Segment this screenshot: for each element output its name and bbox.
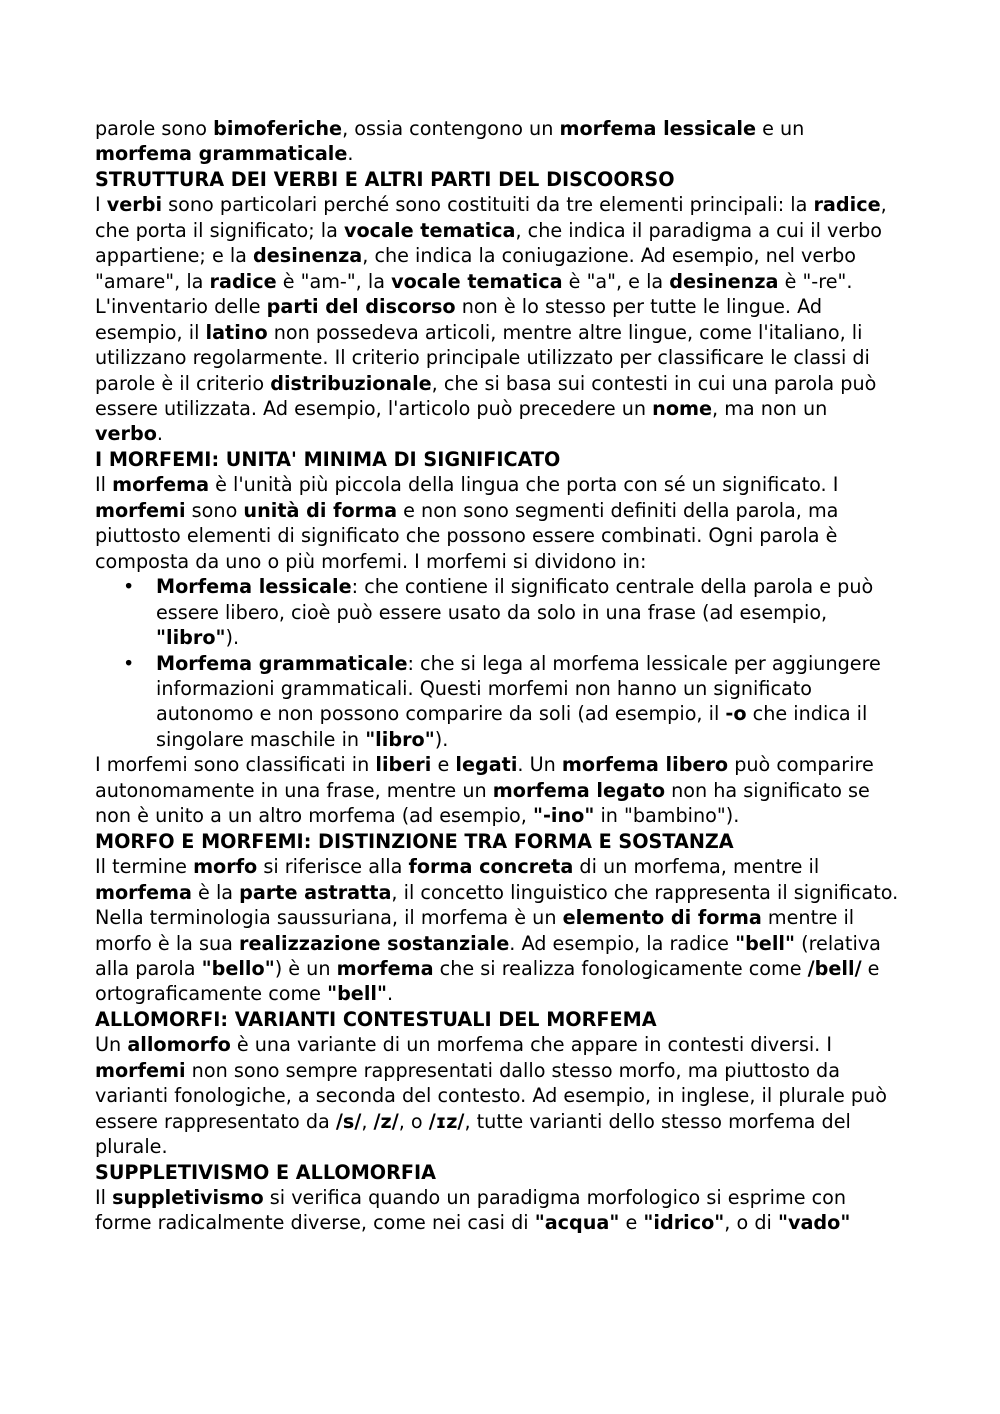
text-run: I MORFEMI: UNITA' MINIMA DI SIGNIFICATO [95,447,561,471]
text-run: , che indica la coniugazione. Ad esempio, nel verbo "amare", la [95,244,857,293]
bold-text-run: /z/ [373,1109,399,1133]
bold-text-run: vocale tematica [391,269,563,293]
bold-text-run: parte astratta [239,880,392,904]
section-heading [95,1007,900,1032]
bold-text-run: morfema [336,956,434,980]
text-run: si verifica quando un paradigma morfologico si esprime con forme radicalmente diverse, come nei casi di [95,1186,847,1235]
text-run: , [361,1109,374,1133]
text-run: è "am-", la [276,269,392,293]
text-run: , o [398,1109,429,1133]
bold-text-run: "bell" [735,931,795,955]
text-run: . [386,982,394,1006]
bold-text-run: unità di forma [243,498,398,522]
text-run: , il concetto linguistico che rappresenta il significato. Nella terminologia saussuriana, il morfema è un [95,880,899,930]
text-run: Il termine [95,855,194,879]
text-run: , che si basa sui contesti in cui una parola può essere utilizzata. Ad esempio, l'articolo può precedere un [95,371,877,420]
bold-text-run: morfo [193,855,258,879]
text-run: STRUTTURA DEI VERBI E ALTRI PARTI DEL DISCOORSO [95,167,675,191]
text-run: I morfemi sono classificati in [95,753,376,777]
text-run: ). [225,626,240,650]
bold-text-run: radice [813,193,881,217]
bold-text-run: "bell" [327,982,387,1006]
bold-text-run: verbo [95,422,157,446]
bold-text-run: forma concreta [408,855,574,879]
text-run: MORFO E MORFEMI: DISTINZIONE TRA FORMA E SOSTANZA [95,829,734,853]
bold-text-run: desinenza [253,244,363,268]
bold-text-run: morfema [112,473,210,497]
bold-text-run: "bello" [201,956,275,980]
text-run: è la [191,880,240,904]
bold-text-run: legati [455,753,518,777]
bold-text-run: liberi [375,753,432,777]
bold-text-run: -o [725,702,747,726]
bold-text-run: desinenza [669,269,779,293]
text-run: L'inventario delle [95,295,267,319]
text-run: . [156,422,164,446]
text-run: ALLOMORFI: VARIANTI CONTESTUALI DEL MORFEMA [95,1007,657,1031]
bold-text-run: verbi [106,193,163,217]
bold-text-run: morfema lessicale [559,117,757,140]
bold-text-run: /s/ [335,1109,362,1133]
text-run: è "a", e la [562,269,670,293]
text-run: non ha significato se non è unito a un altro morfema (ad esempio, [95,778,870,828]
list-item [95,574,900,650]
bold-text-run: morfema [95,880,192,904]
paragraph [95,294,900,447]
text-run: , che indica il paradigma a cui il verbo appartiene; e la [95,218,882,268]
bold-text-run: Morfema grammaticale [156,651,408,675]
text-run: , ma non un [712,396,828,420]
text-run: e [431,753,456,777]
bold-text-run: latino [205,320,268,344]
bold-text-run: Morfema lessicale [156,575,352,599]
text-run: . [347,142,354,166]
paragraph [95,192,900,294]
text-run: parole sono [95,117,214,140]
text-run: e [619,1211,644,1235]
section-heading [95,1160,900,1185]
bold-text-run: allomorfo [127,1033,231,1057]
bold-text-run: realizzazione sostanziale [239,931,510,955]
bold-text-run: "idrico" [643,1211,725,1235]
paragraph [95,116,900,167]
text-run: ) è un [274,956,337,980]
bold-text-run: morfema legato [492,778,666,802]
paragraph [95,752,900,828]
bold-text-run: /ɪz/ [428,1109,465,1133]
text-run: non possedeva articoli, mentre altre lingue, come l'italiano, li utilizzano regolarmente. Il criterio principale utilizzato per classificare le classi di parole è il criterio [95,320,870,395]
bold-text-run: morfema libero [561,753,729,777]
text-run: in "bambino"). [594,804,740,828]
text-run: Il [95,473,113,497]
text-run: Il [95,1186,113,1210]
text-run: è una variante di un morfema che appare in contesti diversi. I [230,1033,833,1057]
bold-text-run: nome [652,396,713,420]
text-run: di un morfema, mentre il [573,855,820,879]
bold-text-run: "libro" [156,626,226,650]
text-run: e un [756,117,805,140]
text-run: : che si lega al morfema lessicale per aggiungere informazioni grammaticali. Questi morfemi non hanno un significato autonomo e non possono comparire da soli (ad esempio, il [156,651,881,726]
text-run: mentre il morfo è la sua [95,906,855,955]
text-run: , che porta il significato; la [95,193,887,242]
paragraph [95,1032,900,1159]
bullet-icon: • [123,575,135,599]
text-run: può comparire autonomamente in una frase, mentre un [95,753,874,802]
text-run: non sono sempre rappresentati dallo stesso morfo, ma piuttosto da varianti fonologiche, a seconda del contesto. Ad esempio, in inglese, il plurale può essere rappresentato da [95,1058,887,1133]
text-run: , ossia contengono un [342,117,560,140]
text-run: si riferisce alla [257,855,409,879]
bold-text-run: "-ino" [532,804,595,828]
bold-text-run: morfema grammaticale [95,142,348,166]
paragraph [95,1185,900,1236]
bullet-icon: • [123,651,135,675]
bold-text-run: morfemi [95,1058,186,1082]
bold-text-run: suppletivismo [112,1186,264,1210]
bold-text-run: vocale tematica [343,218,516,242]
text-run: . Un [517,753,562,777]
bold-text-run: bimoferiche [213,117,343,140]
bold-text-run: radice [209,269,277,293]
section-heading [95,167,900,192]
text-run: , o di [724,1211,778,1235]
text-run: I [95,193,107,217]
section-heading [95,829,900,854]
text-run: che si realizza fonologicamente come [433,956,808,980]
text-run: , tutte varianti dello stesso morfema del plurale. [95,1109,851,1159]
text-run: è l'unità più piccola della lingua che porta con sé un significato. I [209,473,839,497]
text-run: . Ad esempio, la radice [509,931,736,955]
bold-text-run: parti del discorso [266,295,456,319]
bullet-list [95,574,900,752]
paragraph [95,472,900,574]
text-run: sono [185,498,244,522]
text-run: : che contiene il significato centrale della parola e può essere libero, cioè può essere usato da solo in una frase (ad esempio, [156,575,874,624]
text-run: e ortograficamente come [95,956,880,1006]
text-run: non è lo stesso per tutte le lingue. Ad esempio, il [95,295,823,344]
bold-text-run: "libro" [365,727,435,751]
bold-text-run: "acqua" [534,1211,620,1235]
text-run: è "-re". [778,269,853,293]
text-run: Un [95,1033,128,1057]
list-item [95,651,900,753]
document-body [95,116,900,1236]
bold-text-run: /bell/ [807,956,862,980]
text-run: (relativa alla parola [95,931,881,980]
bold-text-run: morfemi [95,498,186,522]
text-run: e non sono segmenti definiti della parola, ma piuttosto elementi di significato che possono essere combinati. Ogni parola è composta da uno o più morfemi. I morfemi si dividono in: [95,498,839,573]
bold-text-run: distribuzionale [270,371,432,395]
text-run: SUPPLETIVISMO E ALLOMORFIA [95,1160,436,1184]
text-run: ). [434,727,449,751]
bold-text-run: elemento di forma [562,906,762,930]
paragraph [95,854,900,1007]
bold-text-run: "vado" [777,1211,851,1235]
section-heading [95,447,900,472]
text-run: che indica il singolare maschile in [156,702,868,751]
text-run: sono particolari perché sono costituiti da tre elementi principali: la [162,193,814,217]
